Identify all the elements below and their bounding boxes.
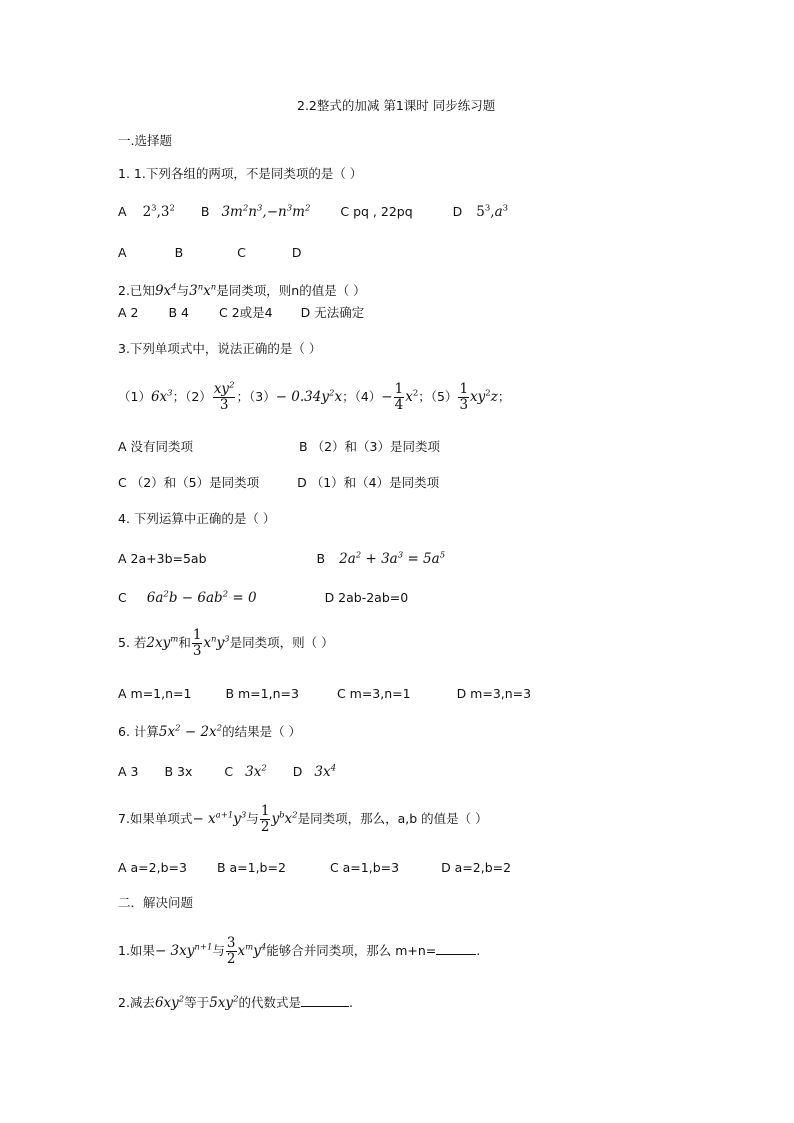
q5-option-c: C m=3,n=1 <box>336 686 411 701</box>
p2-end: . <box>349 995 353 1010</box>
p1-term-1: − $3xy^{n+1}$ <box>154 942 213 959</box>
q5-option-b: B m=1,n=3 <box>225 686 299 701</box>
q7-term-1: − $x^{a+1}y^3$ <box>192 810 247 827</box>
q7-term-2: $y^bx^2$ <box>271 810 298 827</box>
section-heading-choice: 一.选择题 <box>118 133 172 148</box>
q5-prefix: 5. 若 <box>118 635 147 650</box>
question-6-options <box>118 762 336 782</box>
q4-option-c-math: $6a^2b - 6ab^2 = 0$ <box>146 589 257 606</box>
question-3-options-row-1 <box>118 437 440 457</box>
q7-connector: 与 <box>246 811 259 826</box>
q2-option-a: A 2 <box>118 305 139 320</box>
q3-item-5-label: （5） <box>430 389 458 404</box>
q2-option-d: D 无法确定 <box>300 305 365 320</box>
p1-connector: 与 <box>212 943 225 958</box>
question-6-stem <box>118 722 301 742</box>
q3-sep: ； <box>342 389 355 404</box>
q6-suffix: 的结果是（ ） <box>222 724 302 739</box>
q1-answer-b: B <box>174 245 184 260</box>
q1-answer-d: D <box>291 245 302 260</box>
q5-term-1: $2xy^m$ <box>146 634 179 651</box>
q3-term-3: − $0.34y^2x$ <box>275 388 343 405</box>
question-3-stem: 3.下列单项式中，说法正确的是（ ） <box>118 341 322 356</box>
question-3-terms <box>118 380 510 414</box>
q5-term-2-coefficient: $\frac{1}{3}$ <box>192 627 202 659</box>
question-3-options-row-2 <box>118 473 439 493</box>
q2-option-b: B 4 <box>168 305 189 320</box>
q4-option-c-label: C <box>118 590 127 605</box>
q7-prefix: 7.如果单项式 <box>118 811 193 826</box>
q3-term-2: $\frac{xy^2}{3}$ <box>213 380 235 413</box>
q1-option-b-math: $3m^2n^3,-n^3m^2$ <box>221 203 311 220</box>
q7-suffix: 是同类项，那么，a,b 的值是（ ） <box>297 811 488 826</box>
q5-connector: 和 <box>178 635 191 650</box>
q5-option-a: A m=1,n=1 <box>118 686 192 701</box>
page-title: 2.2整式的加减 第1课时 同步练习题 <box>297 98 496 113</box>
q6-option-d-math: $3x^4$ <box>314 763 337 780</box>
q3-sep: ； <box>236 389 249 404</box>
question-2-stem <box>118 281 366 301</box>
p1-answer-blank[interactable] <box>436 943 476 955</box>
q3-option-a: A 没有同类项 <box>118 439 194 454</box>
q3-term-4: − $\frac{1}{4}$ $x^2$ <box>381 381 419 413</box>
q2-option-c: C 2或是4 <box>219 305 273 320</box>
q5-term-2: $x^ny^3$ <box>203 634 230 651</box>
p2-term-1: $6xy^2$ <box>154 994 185 1011</box>
q6-option-d-label: D <box>292 764 303 779</box>
section-heading-problems: 二．解决问题 <box>118 895 194 910</box>
question-1-answer-row <box>118 243 302 263</box>
q3-term-5: $\frac{1}{3}$ $xy^2z$ <box>459 381 498 413</box>
p2-term-2: $5xy^2$ <box>209 994 239 1011</box>
p1-term-2-coefficient: $\frac{3}{2}$ <box>226 935 236 967</box>
p2-answer-blank[interactable] <box>301 995 349 1007</box>
question-4-options-row-1 <box>118 549 445 569</box>
q3-sep: ； <box>418 389 431 404</box>
q1-option-a-label: A <box>118 204 127 219</box>
q1-option-d-label: D <box>452 204 463 219</box>
q6-option-a: A 3 <box>118 764 139 779</box>
q1-option-b-label: B <box>200 204 210 219</box>
q4-option-b-label: B <box>316 551 326 566</box>
q3-sep: ； <box>497 389 511 404</box>
q3-item-2-label: （2） <box>185 389 212 404</box>
question-5-stem <box>118 626 334 660</box>
question-4-options-row-2 <box>118 588 408 608</box>
q3-item-1-label: （1） <box>118 389 151 404</box>
question-5-options <box>118 684 531 704</box>
p1-suffix: 能够合并同类项，那么 m+n= <box>266 943 437 958</box>
q2-term-1: $9x^4$ <box>154 282 177 299</box>
q3-item-3-label: （3） <box>249 389 276 404</box>
question-2-options <box>118 303 364 323</box>
q1-option-c: C pq , 22pq <box>340 204 413 219</box>
q2-suffix: 是同类项，则n的值是（ ） <box>216 283 366 298</box>
q6-expression: $5x^2 - 2x^2$ <box>158 723 223 740</box>
question-4-stem: 4. 下列运算中正确的是（ ） <box>118 511 276 526</box>
p2-prefix: 2.减去 <box>118 995 155 1010</box>
q7-term-2-coefficient: $\frac{1}{2}$ <box>260 803 270 835</box>
p1-prefix: 1.如果 <box>118 943 155 958</box>
q3-item-4-label: （4） <box>354 389 382 404</box>
q5-suffix: 是同类项，则（ ） <box>229 635 334 650</box>
q3-option-b: B （2）和（3）是同类项 <box>299 439 440 454</box>
q7-option-c: C a=1,b=3 <box>329 860 400 875</box>
question-1-options <box>118 202 508 222</box>
q2-term-2: $3^nx^n$ <box>189 282 217 299</box>
q2-prefix: 2.已知 <box>118 283 155 298</box>
q3-sep: ； <box>172 389 186 404</box>
q6-option-b: B 3x <box>164 764 193 779</box>
q6-prefix: 6. 计算 <box>118 724 159 739</box>
q1-option-a-math: $2^3,3^2$ <box>142 203 175 220</box>
q1-answer-c: C <box>237 245 246 260</box>
q4-option-b-math: $2a^2 + 3a^3 = 5a^5$ <box>339 550 446 567</box>
q7-option-b: B a=1,b=2 <box>216 860 286 875</box>
question-1-stem: 1. 1.下列各组的两项，不是同类项的是（ ） <box>118 166 363 181</box>
q1-answer-a: A <box>118 245 127 260</box>
q1-option-d-math: $5^3,a^3$ <box>476 203 509 220</box>
question-7-options <box>118 858 511 878</box>
q6-option-c-label: C <box>224 764 234 779</box>
q5-option-d: D m=3,n=3 <box>456 686 532 701</box>
p2-connector: 等于 <box>184 995 210 1010</box>
question-7-stem <box>118 802 488 836</box>
p1-term-2: $x^my^4$ <box>237 942 267 959</box>
q3-option-c: C （2）和（5）是同类项 <box>118 475 260 490</box>
problem-2 <box>118 993 353 1013</box>
q4-option-a: A 2a+3b=5ab <box>118 551 207 566</box>
q7-option-d: D a=2,b=2 <box>441 860 512 875</box>
q7-option-a: A a=2,b=3 <box>118 860 187 875</box>
q6-option-c-math: $3x^2$ <box>245 763 267 780</box>
p2-suffix: 的代数式是 <box>238 995 301 1010</box>
q4-option-d: D 2ab-2ab=0 <box>324 590 409 605</box>
problem-1 <box>118 934 480 968</box>
q2-connector: 与 <box>176 283 190 298</box>
q3-term-1: $6x^3$ <box>150 388 173 405</box>
q3-option-d: D （1）和（4）是同类项 <box>297 475 440 490</box>
p1-end: . <box>476 943 481 958</box>
